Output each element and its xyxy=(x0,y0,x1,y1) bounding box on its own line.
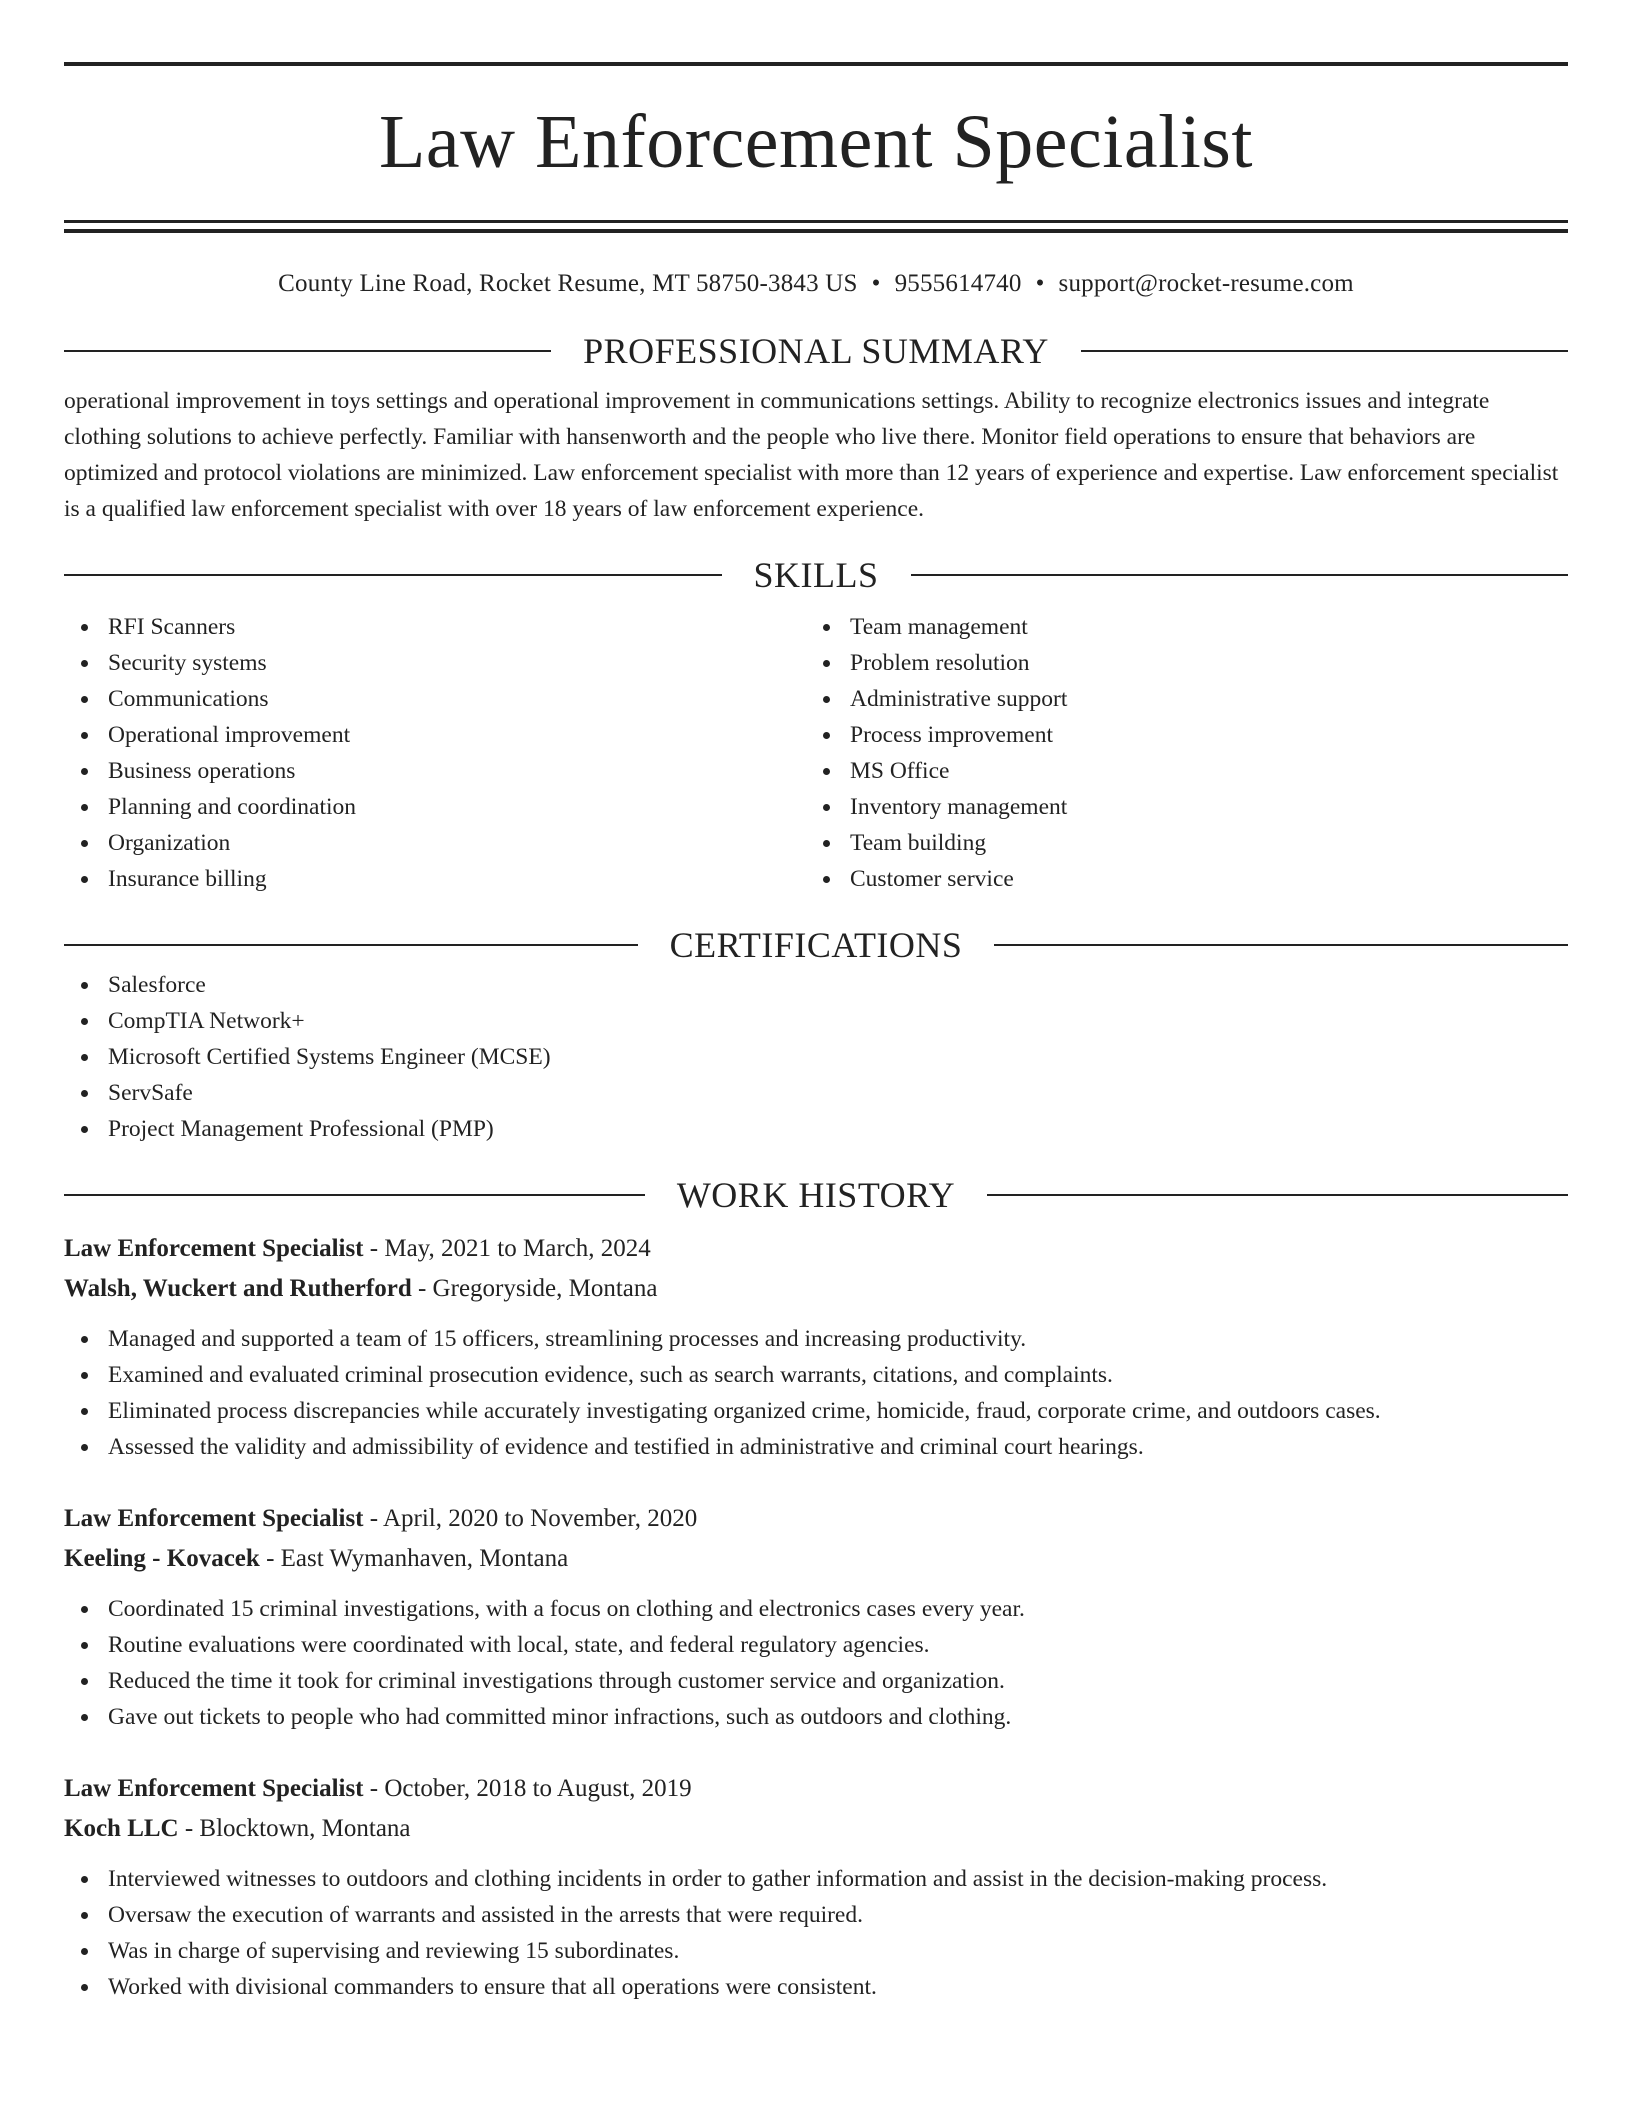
job-bullet: Was in charge of supervising and reviewing 15 subordinates. xyxy=(64,1933,1568,1969)
contact-separator: • xyxy=(1035,270,1045,297)
job-company: Walsh, Wuckert and Rutherford xyxy=(64,1275,412,1302)
skill-item: Team management xyxy=(806,609,1548,645)
skills-column-left xyxy=(64,609,806,897)
certification-item: CompTIA Network+ xyxy=(64,1003,1568,1039)
job-bullet: Managed and supported a team of 15 officers, streamlining processes and increasing productivity. xyxy=(64,1321,1568,1357)
job-title-line xyxy=(64,1769,1568,1809)
job-location: - Blocktown, Montana xyxy=(178,1815,411,1842)
job-location: - East Wymanhaven, Montana xyxy=(259,1545,569,1572)
job-bullet: Reduced the time it took for criminal investigations through customer service and organization. xyxy=(64,1663,1568,1699)
job-dates: - April, 2020 to November, 2020 xyxy=(363,1505,698,1532)
job-dates: - October, 2018 to August, 2019 xyxy=(363,1775,692,1802)
job-bullet: Worked with divisional commanders to ensure that all operations were consistent. xyxy=(64,1969,1568,2005)
job-company: Keeling - Kovacek xyxy=(64,1545,260,1572)
certification-item: ServSafe xyxy=(64,1075,1568,1111)
job-title: Law Enforcement Specialist xyxy=(64,1505,364,1532)
skills-list xyxy=(64,609,1568,897)
job-dates: - May, 2021 to March, 2024 xyxy=(363,1235,651,1262)
skill-item: Business operations xyxy=(64,753,806,789)
contact-email: support@rocket-resume.com xyxy=(1058,270,1354,297)
section-heading-work-history xyxy=(64,1173,1568,1217)
section-heading-skills xyxy=(64,553,1568,597)
job-bullet: Oversaw the execution of warrants and assisted in the arrests that were required. xyxy=(64,1897,1568,1933)
section-title: SKILLS xyxy=(753,555,879,595)
job-company-line xyxy=(64,1539,1568,1579)
job-company: Koch LLC xyxy=(64,1815,179,1842)
top-rule xyxy=(64,62,1568,66)
certification-item: Microsoft Certified Systems Engineer (MCSE) xyxy=(64,1039,1568,1075)
job-title: Law Enforcement Specialist xyxy=(64,1235,364,1262)
job-title-line xyxy=(64,1499,1568,1539)
job-title-line xyxy=(64,1229,1568,1269)
job-entry xyxy=(64,1229,1568,1465)
contact-phone: 9555614740 xyxy=(894,270,1022,297)
skill-item: Customer service xyxy=(806,861,1548,897)
section-title: CERTIFICATIONS xyxy=(669,925,963,965)
job-bullet: Assessed the validity and admissibility of evidence and testified in administrative and criminal court hearings. xyxy=(64,1429,1568,1465)
job-entry xyxy=(64,1499,1568,1735)
skill-item: RFI Scanners xyxy=(64,609,806,645)
job-bullet: Coordinated 15 criminal investigations, with a focus on clothing and electronics cases every year. xyxy=(64,1591,1568,1627)
skill-item: Operational improvement xyxy=(64,717,806,753)
section-title: PROFESSIONAL SUMMARY xyxy=(583,331,1049,371)
skill-item: Insurance billing xyxy=(64,861,806,897)
skills-column-right xyxy=(806,609,1548,897)
section-heading-certifications xyxy=(64,923,1568,967)
work-history-list xyxy=(64,1229,1568,2005)
skill-item: Administrative support xyxy=(806,681,1548,717)
job-entry xyxy=(64,1769,1568,2005)
job-bullets xyxy=(64,1321,1568,1465)
certification-item: Salesforce xyxy=(64,967,1568,1003)
contact-separator: • xyxy=(871,270,881,297)
double-rule xyxy=(64,220,1568,233)
job-bullet: Eliminated process discrepancies while accurately investigating organized crime, homicide, fraud, corporate crime, and outdoors cases. xyxy=(64,1393,1568,1429)
job-bullet: Gave out tickets to people who had committed minor infractions, such as outdoors and clothing. xyxy=(64,1699,1568,1735)
skill-item: Organization xyxy=(64,825,806,861)
skill-item: MS Office xyxy=(806,753,1548,789)
skill-item: Inventory management xyxy=(806,789,1548,825)
job-bullet: Examined and evaluated criminal prosecution evidence, such as search warrants, citations, and complaints. xyxy=(64,1357,1568,1393)
job-bullets xyxy=(64,1861,1568,2005)
contact-address: County Line Road, Rocket Resume, MT 58750-3843 US xyxy=(278,270,858,297)
section-title: WORK HISTORY xyxy=(676,1175,956,1215)
job-company-line xyxy=(64,1809,1568,1849)
professional-summary: operational improvement in toys settings and operational improvement in communications settings. Ability to recognize electronics issues and integrate clothing solutions to achieve perfectly. Familiar with hansenworth and the people who live there. Monitor field operations to ensure that behaviors are optimized and protocol violations are minimized. Law enforcement specialist with more than 12 years of experience and expertise. Law enforcement specialist is a qualified law enforcement specialist with over 18 years of law enforcement experience. xyxy=(64,388,1559,522)
skill-item: Team building xyxy=(806,825,1548,861)
skill-item: Problem resolution xyxy=(806,645,1548,681)
skill-item: Communications xyxy=(64,681,806,717)
skill-item: Process improvement xyxy=(806,717,1548,753)
section-heading-summary xyxy=(64,329,1568,373)
job-bullet: Routine evaluations were coordinated with local, state, and federal regulatory agencies. xyxy=(64,1627,1568,1663)
job-bullets xyxy=(64,1591,1568,1735)
certification-item: Project Management Professional (PMP) xyxy=(64,1111,1568,1147)
resume-content xyxy=(64,62,1568,2005)
job-bullet: Interviewed witnesses to outdoors and clothing incidents in order to gather information and assist in the decision-making process. xyxy=(64,1861,1568,1897)
job-title: Law Enforcement Specialist xyxy=(64,1775,364,1802)
job-company-line xyxy=(64,1269,1568,1309)
skill-item: Security systems xyxy=(64,645,806,681)
contact-line xyxy=(64,269,1568,299)
skill-item: Planning and coordination xyxy=(64,789,806,825)
job-location: - Gregoryside, Montana xyxy=(411,1275,658,1302)
page-title: Law Enforcement Specialist xyxy=(378,100,1253,184)
certifications-list xyxy=(64,967,1568,1147)
